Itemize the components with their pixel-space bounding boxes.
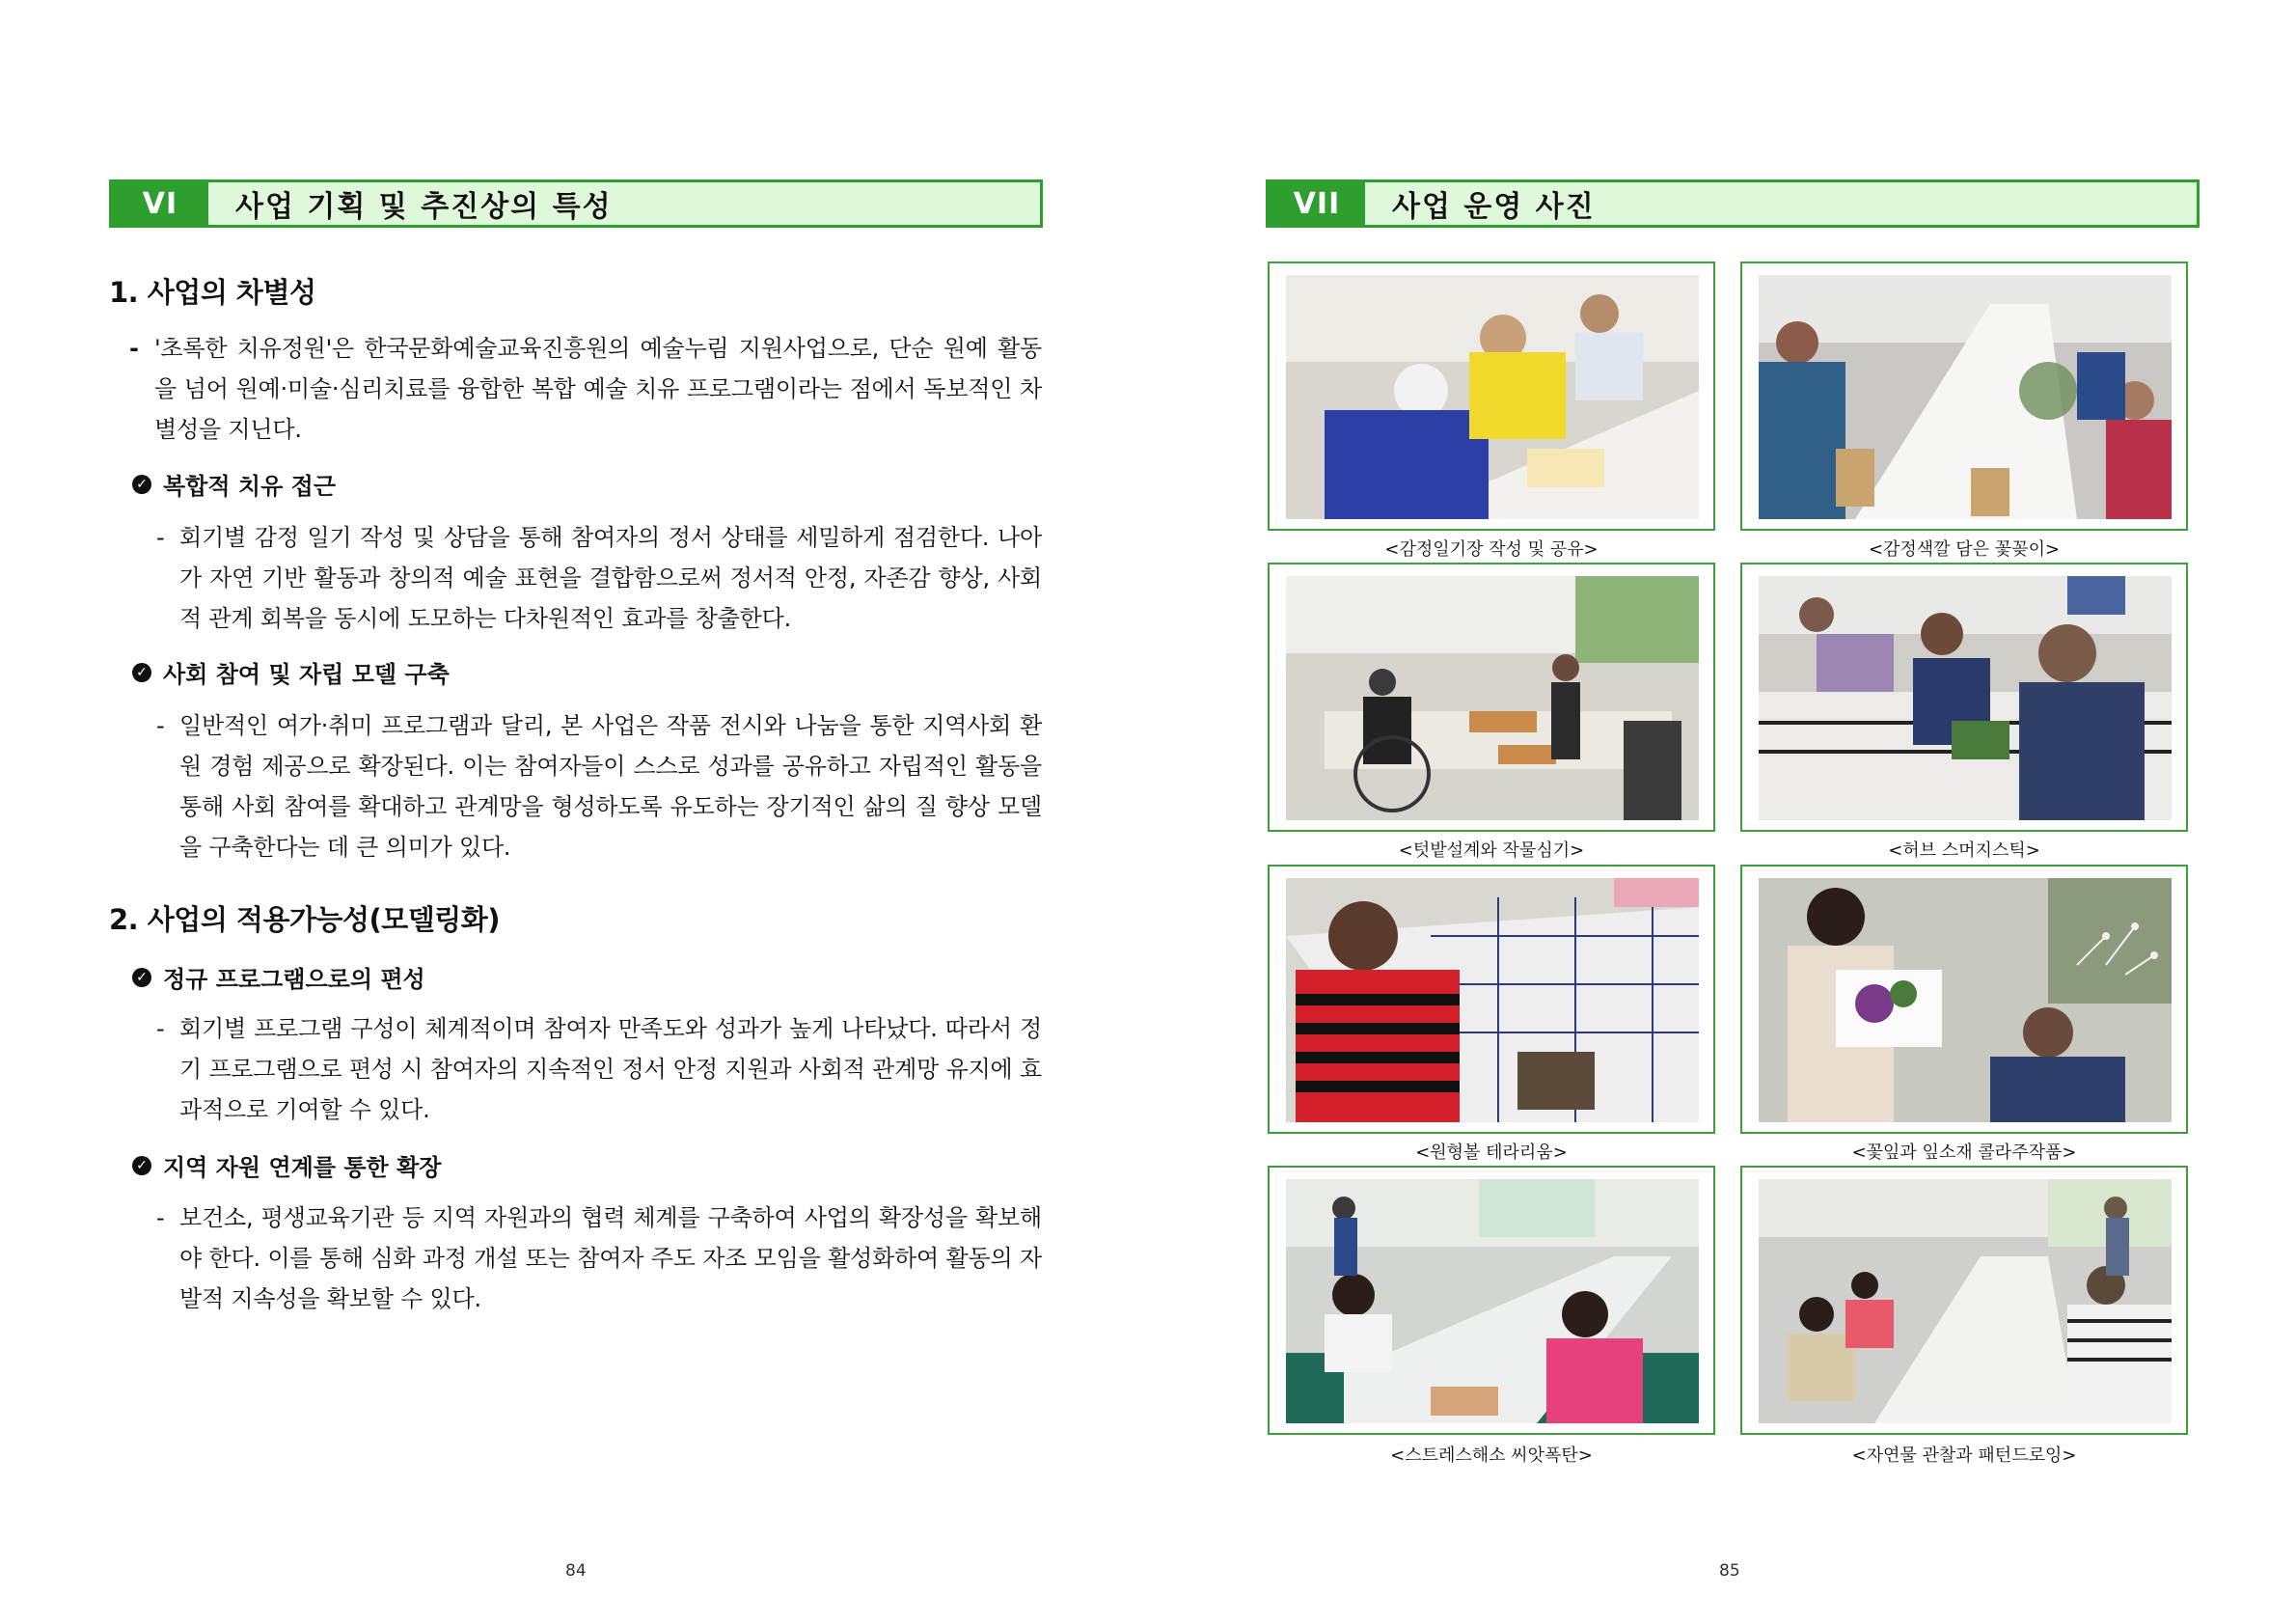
dash-bullet: - (156, 1204, 165, 1231)
paragraph-text: 회기별 감정 일기 작성 및 상담을 통해 참여자의 정서 상태를 세밀하게 점검한다. 나아가 자연 기반 활동과 창의적 예술 표현을 결합함으로써 정서적 안정, 자존감 향상, 사회적 관계 회복을 동시에 도모하는 다차원적인 효과를 창출한다. (179, 524, 1042, 632)
subheading-regular-program (132, 960, 425, 994)
photo-caption: <원형볼 테라리움> (1415, 1142, 1568, 1163)
right-page (1148, 0, 2296, 1624)
photo-frame (1740, 563, 2188, 832)
intro-paragraph (129, 328, 1042, 450)
subheading-text: 지역 자원 연계를 통한 확장 (163, 1154, 442, 1181)
paragraph-social-participation (156, 705, 1042, 867)
check-circle-icon: ✓ (132, 663, 151, 682)
photo-caption: <감정색깔 담은 꽃꽂이> (1868, 539, 2061, 560)
photo-frame (1268, 261, 1715, 531)
photo-leaf-collage (1759, 878, 2172, 1122)
dash-bullet: - (156, 524, 165, 551)
photo-caption: <텃밭설계와 작물심기> (1398, 840, 1585, 861)
paragraph-text: 회기별 프로그램 구성이 체계적이며 참여자 만족도와 성과가 높게 나타났다. 따라서 정기 프로그램으로 편성 시 참여자의 지속적인 정서 안정 지원과 사회적 관계망 유지에 효과적으로 기여할 수 있다. (179, 1015, 1042, 1123)
paragraph-regional-resources (156, 1197, 1042, 1319)
subheading-complex-healing (132, 467, 336, 501)
dash-bullet: - (156, 1015, 165, 1042)
section-title: 사업 기획 및 추진상의 특성 (235, 190, 613, 224)
photo-frame (1740, 865, 2188, 1134)
section-header-vi (109, 179, 1043, 228)
subheading-regional-resources (132, 1148, 441, 1182)
photo-caption: <허브 스머지스틱> (1888, 840, 2040, 861)
dash-bullet: - (129, 335, 139, 362)
photo-caption: <자연물 관찰과 패턴드로잉> (1851, 1445, 2077, 1466)
photo-flower-arrangement (1759, 275, 2172, 519)
paragraph-regular-program (156, 1008, 1042, 1130)
section-header-vii (1266, 179, 2200, 228)
intro-text: '초록한 치유정원'은 한국문화예술교육진흥원의 예술누림 지원사업으로, 단순 원예 활동을 넘어 원예·미술·심리치료를 융합한 복합 예술 치유 프로그램이라는 점에서 독보적인 차별성을 지닌다. (154, 335, 1042, 443)
check-circle-icon: ✓ (132, 1156, 151, 1175)
photo-frame (1268, 563, 1715, 832)
subheading-text: 사회 참여 및 자립 모델 구축 (163, 661, 450, 688)
photo-garden-planting (1286, 576, 1699, 820)
photo-frame (1268, 865, 1715, 1134)
photo-caption: <스트레스해소 씨앗폭탄> (1390, 1445, 1593, 1466)
subheading-text: 정규 프로그램으로의 편성 (163, 966, 425, 993)
photo-frame (1740, 1166, 2188, 1435)
paragraph-text: 보건소, 평생교육기관 등 지역 자원과의 협력 체계를 구축하여 사업의 확장성을 확보해야 한다. 이를 통해 심화 과정 개설 또는 참여자 주도 자조 모임을 활성화하여 활동의 자발적 지속성을 확보할 수 있다. (179, 1204, 1042, 1312)
subheading-text: 복합적 치유 접근 (163, 473, 336, 500)
paragraph-text: 일반적인 여가·취미 프로그램과 달리, 본 사업은 작품 전시와 나눔을 통한 지역사회 환원 경험 제공으로 확장된다. 이는 참여자들이 스스로 성과를 공유하고 자립적인 활동을 통해 사회 참여를 확대하고 관계망을 형성하도록 유도하는 장기적인 삶의 질 향상 모델을 구축한다는 데 큰 의미가 있다. (179, 712, 1042, 861)
photo-terrarium (1286, 878, 1699, 1122)
photo-frame (1268, 1166, 1715, 1435)
section-title: 사업 운영 사진 (1392, 190, 1596, 224)
paragraph-complex-healing (156, 517, 1042, 639)
check-circle-icon: ✓ (132, 968, 151, 987)
subheading-social-participation (132, 655, 450, 689)
photo-emotion-diary (1286, 275, 1699, 519)
photo-frame (1740, 261, 2188, 531)
check-circle-icon: ✓ (132, 475, 151, 494)
photo-caption: <감정일기장 작성 및 공유> (1384, 539, 1599, 560)
section-number: VII (1269, 182, 1365, 225)
dash-bullet: - (156, 712, 165, 739)
page-number: 85 (1719, 1561, 1740, 1581)
photo-caption: <꽃잎과 잎소재 콜라주작품> (1851, 1142, 2077, 1163)
heading-applicability: 2. 사업의 적용가능성(모델링화) (109, 903, 501, 936)
photo-pattern-drawing (1759, 1179, 2172, 1423)
heading-differentiation: 1. 사업의 차별성 (109, 276, 316, 309)
photo-herb-smudge-stick (1759, 576, 2172, 820)
section-number: VI (112, 182, 208, 225)
page-number: 84 (565, 1561, 587, 1581)
photo-seed-bomb (1286, 1179, 1699, 1423)
